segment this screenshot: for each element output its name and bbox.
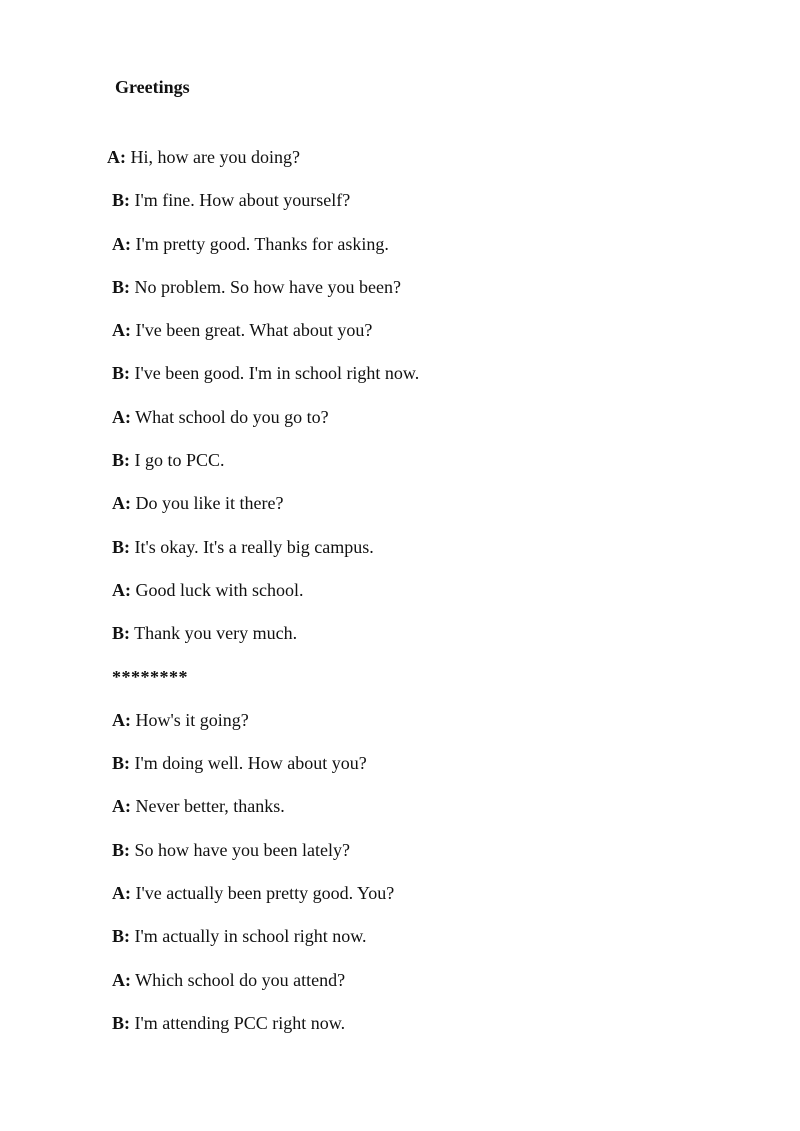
dialogue-line [112, 882, 712, 925]
speaker-label: A: [112, 969, 131, 990]
dialogue-line [112, 406, 712, 449]
separator-text: ******** [112, 666, 188, 687]
speaker-label: B: [112, 536, 130, 557]
line-text: Good luck with school. [131, 579, 304, 600]
speaker-label: B: [112, 753, 130, 774]
dialogue-line [112, 1012, 712, 1055]
speaker-label: A: [112, 493, 131, 514]
dialogue-line [112, 579, 712, 622]
line-text: No problem. So how have you been? [130, 276, 401, 297]
dialogue-line [112, 969, 712, 1012]
line-text: Never better, thanks. [131, 796, 285, 817]
dialogue-line [112, 362, 712, 405]
speaker-label: A: [112, 233, 131, 254]
speaker-label: B: [112, 363, 130, 384]
speaker-label: B: [112, 190, 130, 211]
dialogue-line [112, 319, 712, 362]
dialogue-line [112, 709, 712, 752]
dialogue-line [112, 622, 712, 665]
section-separator [112, 666, 712, 709]
dialogue-list [107, 146, 712, 1055]
line-text: I go to PCC. [130, 450, 225, 471]
dialogue-line [112, 492, 712, 535]
dialogue-line [112, 233, 712, 276]
line-text: I'm fine. How about yourself? [130, 190, 351, 211]
line-text: So how have you been lately? [130, 839, 350, 860]
speaker-label: A: [112, 883, 131, 904]
line-text: I'm attending PCC right now. [130, 1012, 346, 1033]
speaker-label: B: [112, 276, 130, 297]
speaker-label: B: [112, 1012, 130, 1033]
line-text: I'm actually in school right now. [130, 926, 367, 947]
line-text: Thank you very much. [130, 623, 298, 644]
line-text: It's okay. It's a really big campus. [130, 536, 374, 557]
line-text: Do you like it there? [131, 493, 284, 514]
dialogue-line [112, 449, 712, 492]
dialogue-line [107, 146, 712, 189]
speaker-label: B: [112, 839, 130, 860]
dialogue-line [112, 752, 712, 795]
document-title: Greetings [115, 77, 190, 97]
dialogue-line [112, 925, 712, 968]
speaker-label: A: [107, 147, 126, 167]
speaker-label: A: [112, 406, 131, 427]
line-text: I've been great. What about you? [131, 320, 373, 341]
line-text: I've actually been pretty good. You? [131, 883, 395, 904]
dialogue-line [112, 795, 712, 838]
speaker-label: B: [112, 623, 130, 644]
speaker-label: B: [112, 926, 130, 947]
dialogue-line [112, 536, 712, 579]
line-text: I've been good. I'm in school right now. [130, 363, 420, 384]
speaker-label: A: [112, 320, 131, 341]
dialogue-line [112, 839, 712, 882]
line-text: What school do you go to? [131, 406, 329, 427]
speaker-label: A: [112, 579, 131, 600]
line-text: Which school do you attend? [131, 969, 346, 990]
line-text: I'm pretty good. Thanks for asking. [131, 233, 389, 254]
line-text: Hi, how are you doing? [126, 147, 300, 167]
speaker-label: B: [112, 450, 130, 471]
line-text: I'm doing well. How about you? [130, 753, 367, 774]
speaker-label: A: [112, 796, 131, 817]
dialogue-line [112, 189, 712, 232]
line-text: How's it going? [131, 709, 249, 730]
speaker-label: A: [112, 709, 131, 730]
dialogue-line [112, 276, 712, 319]
